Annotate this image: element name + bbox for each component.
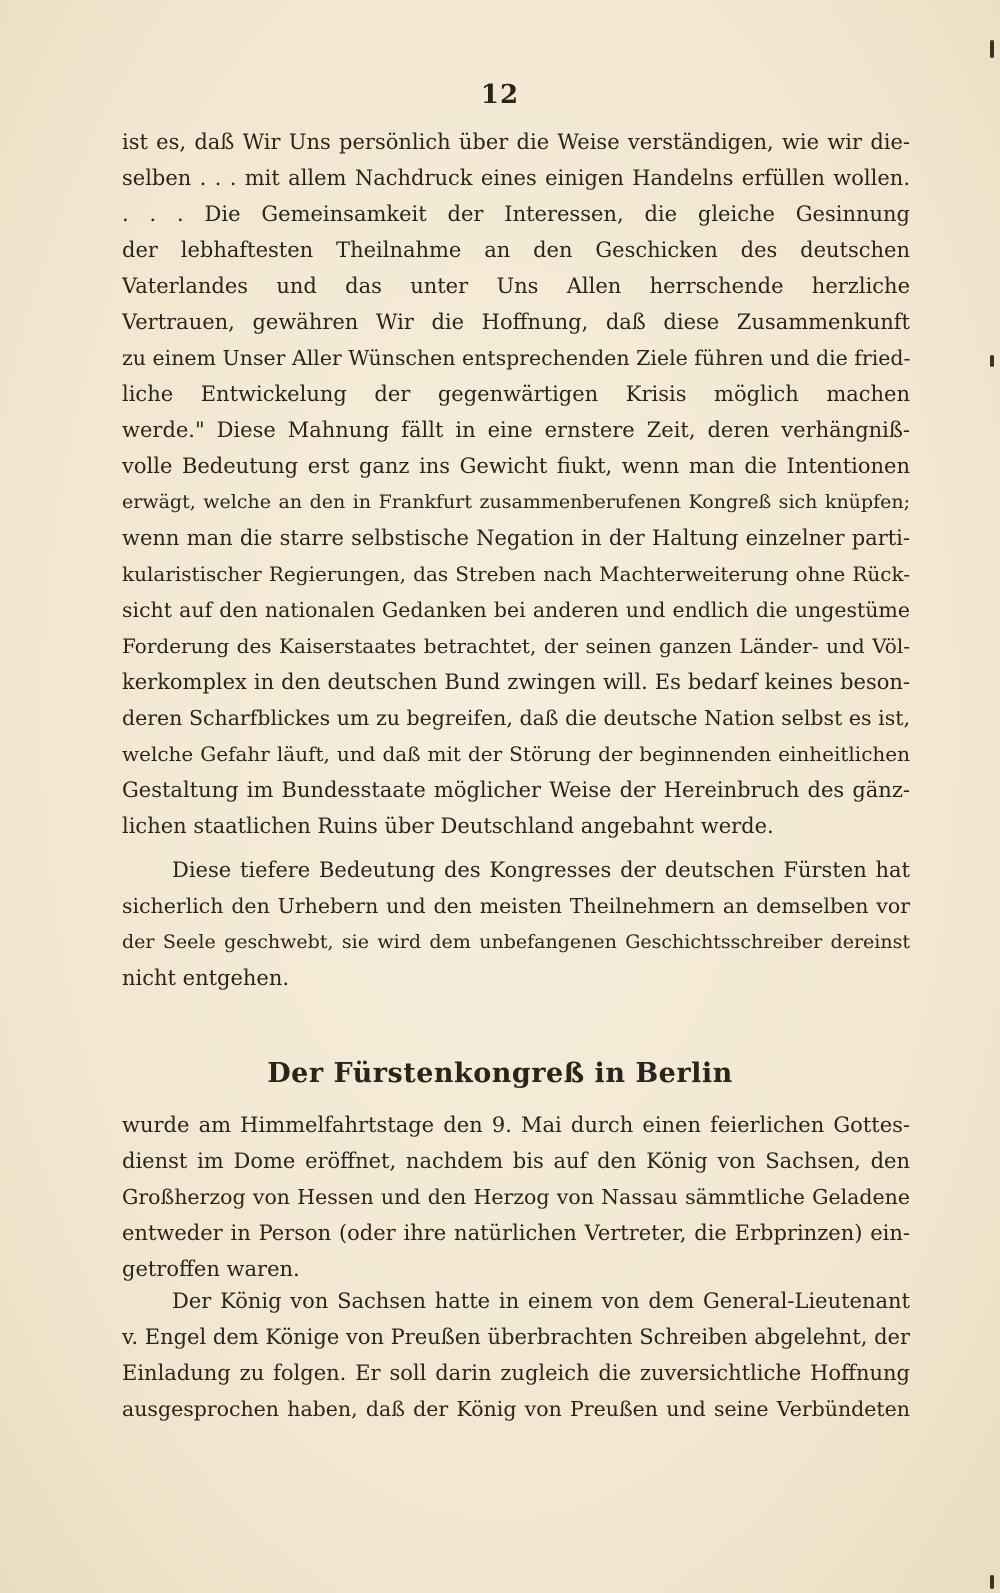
section-heading: Der Fürstenkongreß in Berlin <box>267 1058 733 1089</box>
page-edge-mark <box>990 40 994 58</box>
paragraph-2 <box>122 852 910 996</box>
text-line: entweder in Person (oder ihre natürlichen Vertreter, die Erbprinzen) ein- <box>122 1221 910 1245</box>
page-number: 12 <box>480 80 520 110</box>
text-line: lichen staatlichen Ruins über Deutschland angebahnt werde. <box>122 814 774 838</box>
text-line: erwägt, welche an den in Frankfurt zusammenberufenen Kongreß sich knüpfen; <box>122 491 910 513</box>
text-line: liche Entwickelung der gegenwärtigen Krisis möglich machen <box>122 382 910 406</box>
text-line: volle Bedeutung erst ganz ins Gewicht fiukt, wenn man die Intentionen <box>122 454 910 478</box>
text-line: deren Scharfblickes um zu begreifen, daß die deutsche Nation selbst es ist, <box>122 706 910 730</box>
text-line: . . . Die Gemeinsamkeit der Interessen, die gleiche Gesinnung <box>122 202 910 226</box>
text-line: selben . . . mit allem Nachdruck eines einigen Handelns erfüllen wollen. <box>122 166 910 190</box>
text-line: Vaterlandes und das unter Uns Allen herrschende herzliche <box>122 274 910 298</box>
text-line: Großherzog von Hessen und den Herzog von Nassau sämmtliche Geladene <box>122 1185 910 1209</box>
text-line: wurde am Himmelfahrtstage den 9. Mai durch einen feierlichen Gottes- <box>122 1113 910 1137</box>
text-line: kularistischer Regierungen, das Streben nach Machterweiterung ohne Rück- <box>122 562 910 586</box>
page-edge-mark <box>990 355 994 367</box>
text-line: sicherlich den Urhebern und den meisten Theilnehmern an demselben vor <box>122 894 910 918</box>
text-line: Gestaltung im Bundesstaate möglicher Weise der Hereinbruch des gänz- <box>122 778 910 802</box>
text-line: sicht auf den nationalen Gedanken bei anderen und endlich die ungestüme <box>122 598 910 622</box>
paragraph-1 <box>122 124 910 844</box>
page-edge-mark <box>990 1575 994 1589</box>
text-line: Der König von Sachsen hatte in einem von dem General-Lieutenant <box>172 1289 910 1313</box>
text-line: Vertrauen, gewähren Wir die Hoffnung, daß diese Zusammenkunft <box>122 310 910 334</box>
text-line: dienst im Dome eröffnet, nachdem bis auf den König von Sachsen, den <box>122 1149 910 1173</box>
text-line: der lebhaftesten Theilnahme an den Geschicken des deutschen <box>122 238 910 262</box>
text-line: wenn man die starre selbstische Negation in der Haltung einzelner parti- <box>122 526 910 550</box>
text-line: ist es, daß Wir Uns persönlich über die Weise verständigen, wie wir die- <box>122 130 910 154</box>
text-line: ausgesprochen haben, daß der König von Preußen und seine Verbündeten <box>122 1397 910 1421</box>
text-line: Forderung des Kaiserstaates betrachtet, der seinen ganzen Länder- und Völ- <box>122 634 910 658</box>
paragraph-3 <box>122 1107 910 1287</box>
text-line: nicht entgehen. <box>122 966 290 990</box>
text-line: Einladung zu folgen. Er soll darin zugleich die zuversichtliche Hoffnung <box>122 1361 910 1385</box>
text-line: der Seele geschwebt, sie wird dem unbefangenen Geschichtsschreiber dereinst <box>122 931 910 953</box>
text-line: welche Gefahr läuft, und daß mit der Störung der beginnenden einheitlichen <box>122 742 910 766</box>
text-line: v. Engel dem Könige von Preußen überbrachten Schreiben abgelehnt, der <box>122 1325 910 1349</box>
text-line: getroffen waren. <box>122 1257 300 1281</box>
text-line: Diese tiefere Bedeutung des Kongresses der deutschen Fürsten hat <box>172 858 910 882</box>
text-line: zu einem Unser Aller Wünschen entsprechenden Ziele führen und die fried- <box>122 346 910 370</box>
text-line: werde." Diese Mahnung fällt in eine ernstere Zeit, deren verhängniß- <box>122 418 910 442</box>
paragraph-4 <box>122 1283 910 1427</box>
text-line: kerkomplex in den deutschen Bund zwingen will. Es bedarf keines beson- <box>122 670 910 694</box>
